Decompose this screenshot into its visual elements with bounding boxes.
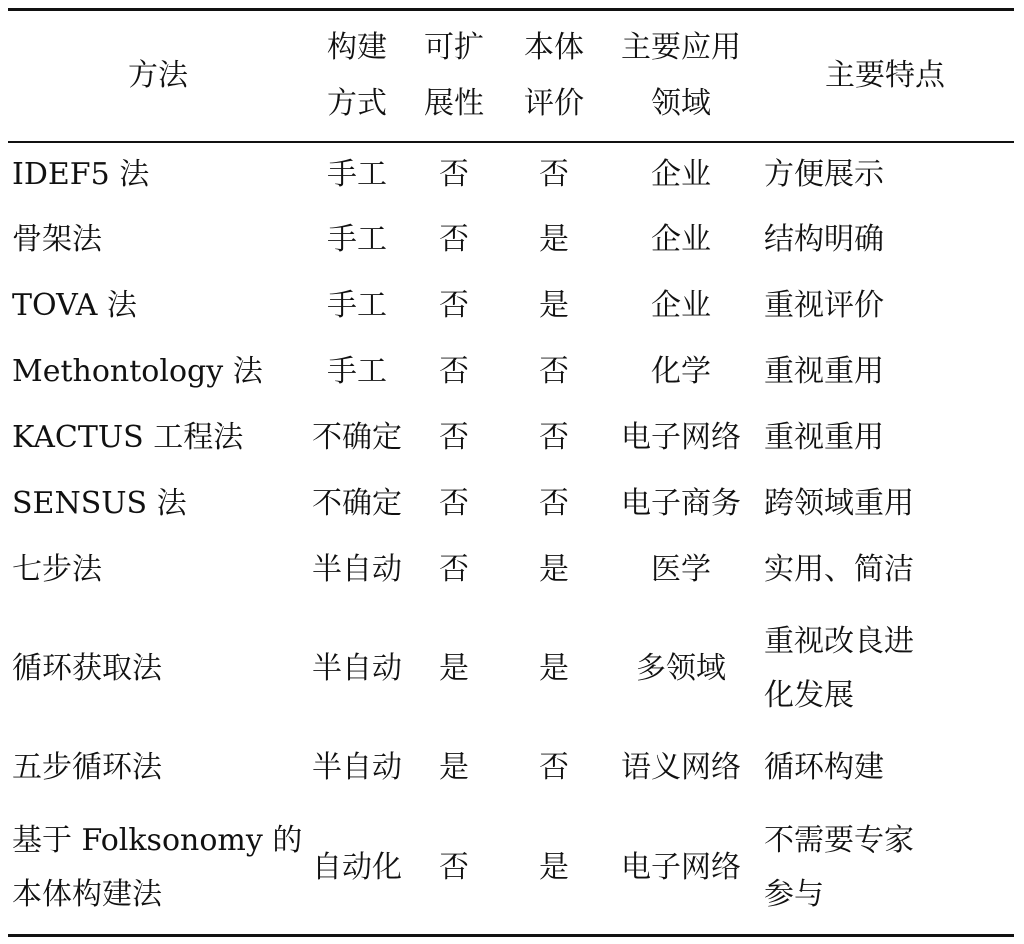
cell-main-features-line2: 化发展: [764, 678, 854, 713]
cell-method-line1: Methontology 法: [12, 354, 263, 389]
cell-method-line1: KACTUS 工程法: [12, 420, 244, 455]
cell-extensibility: 否: [439, 288, 469, 323]
cell-main-features: [756, 141, 1014, 207]
cell-extensibility: 是: [439, 750, 469, 785]
cell-ontology-eval: 是: [539, 849, 569, 885]
cell-ontology-eval: 否: [539, 750, 569, 785]
cell-ontology-eval: 是: [539, 222, 569, 257]
table-row: [8, 273, 1014, 339]
cell-ontology-eval: 否: [539, 354, 569, 389]
cell-extensibility: 否: [439, 552, 469, 587]
cell-method-line1: 基于 Folksonomy 的: [12, 822, 303, 858]
cell-extensibility: 否: [439, 486, 469, 521]
table-row: [8, 339, 1014, 405]
cell-method-line1: 七步法: [12, 552, 102, 587]
cell-extensibility: 否: [439, 420, 469, 455]
header-method: 方法: [128, 58, 188, 93]
cell-build-mode: 手工: [327, 354, 387, 389]
cell-main-domain: 语义网络: [621, 750, 741, 785]
cell-ontology-eval: 是: [539, 651, 569, 686]
cell-build-mode: 半自动: [312, 750, 402, 785]
cell-method: [8, 735, 308, 801]
cell-main-domain: 医学: [651, 552, 711, 587]
table-row: [8, 471, 1014, 537]
cell-method: [8, 207, 308, 273]
cell-method: [8, 801, 308, 934]
cell-method: [8, 603, 308, 735]
cell-main-features-line1: 重视重用: [764, 420, 884, 455]
cell-build-mode: 半自动: [312, 651, 402, 686]
cell-main-features: [756, 603, 1014, 735]
cell-build-mode: 自动化: [312, 849, 402, 885]
header-main-domain: [606, 11, 756, 141]
table-row: [8, 603, 1014, 735]
table-row: [8, 405, 1014, 471]
cell-main-features: [756, 801, 1014, 934]
cell-main-features-line1: 重视重用: [764, 354, 884, 389]
header-extensibility-line1: 可扩: [424, 30, 484, 65]
header-main-domain-line1: 主要应用: [621, 30, 741, 65]
cell-main-features-line1: 跨领域重用: [764, 486, 914, 521]
cell-ontology-eval: 否: [539, 157, 569, 192]
cell-main-domain: 企业: [651, 288, 711, 323]
table-row: [8, 141, 1014, 207]
cell-main-domain: 电子网络: [621, 420, 741, 455]
cell-build-mode: 半自动: [312, 552, 402, 587]
cell-extensibility: 否: [439, 222, 469, 257]
cell-main-features: [756, 405, 1014, 471]
header-build-mode-line2: 方式: [327, 86, 387, 121]
cell-main-features-line2: 参与: [764, 876, 824, 912]
cell-build-mode: 不确定: [312, 486, 402, 521]
cell-method-line1: 五步循环法: [12, 750, 162, 785]
cell-main-features: [756, 735, 1014, 801]
cell-method: [8, 141, 308, 207]
cell-main-features-line1: 重视改良进: [764, 624, 914, 659]
cell-main-features: [756, 207, 1014, 273]
header-build-mode: [308, 11, 406, 141]
cell-method: [8, 537, 308, 603]
cell-main-domain: 电子网络: [621, 849, 741, 885]
cell-build-mode: 手工: [327, 222, 387, 257]
table-row: [8, 801, 1014, 934]
cell-method-line1: SENSUS 法: [12, 486, 187, 521]
header-ontology-eval-line1: 本体: [524, 30, 584, 65]
cell-method: [8, 471, 308, 537]
header-ontology-eval: [502, 11, 606, 141]
cell-build-mode: 不确定: [312, 420, 402, 455]
ontology-methods-table: [8, 11, 1014, 934]
cell-method-line1: 循环获取法: [12, 651, 162, 686]
cell-ontology-eval: 否: [539, 420, 569, 455]
cell-main-features: [756, 471, 1014, 537]
header-main-features: 主要特点: [825, 58, 945, 93]
header-extensibility: [406, 11, 502, 141]
cell-ontology-eval: 是: [539, 552, 569, 587]
header-row: [8, 11, 1014, 141]
cell-method-line1: 骨架法: [12, 222, 102, 257]
cell-build-mode: 手工: [327, 157, 387, 192]
cell-ontology-eval: 是: [539, 288, 569, 323]
header-extensibility-line2: 展性: [424, 86, 484, 121]
cell-main-features: [756, 273, 1014, 339]
cell-method-line1: IDEF5 法: [12, 157, 150, 192]
cell-main-features-line1: 方便展示: [764, 157, 884, 192]
header-main-domain-line2: 领域: [651, 86, 711, 121]
cell-main-features: [756, 537, 1014, 603]
cell-method-line2: 本体构建法: [12, 876, 162, 912]
cell-main-features: [756, 339, 1014, 405]
cell-method: [8, 273, 308, 339]
cell-method: [8, 339, 308, 405]
cell-extensibility: 否: [439, 354, 469, 389]
bottom-rule: [8, 934, 1014, 937]
cell-extensibility: 是: [439, 651, 469, 686]
cell-extensibility: 否: [439, 157, 469, 192]
cell-main-features-line1: 不需要专家: [764, 822, 914, 858]
table-body: [8, 141, 1014, 934]
cell-main-domain: 化学: [651, 354, 711, 389]
cell-ontology-eval: 否: [539, 486, 569, 521]
cell-main-domain: 多领域: [636, 651, 726, 686]
cell-main-features-line1: 实用、简洁: [764, 552, 914, 587]
table-row: [8, 735, 1014, 801]
cell-main-domain: 企业: [651, 157, 711, 192]
cell-method-line1: TOVA 法: [12, 288, 137, 323]
cell-main-features-line1: 重视评价: [764, 288, 884, 323]
table-row: [8, 537, 1014, 603]
header-build-mode-line1: 构建: [327, 30, 387, 65]
cell-main-domain: 电子商务: [621, 486, 741, 521]
header-ontology-eval-line2: 评价: [524, 86, 584, 121]
cell-build-mode: 手工: [327, 288, 387, 323]
cell-method: [8, 405, 308, 471]
cell-main-domain: 企业: [651, 222, 711, 257]
cell-extensibility: 否: [439, 849, 469, 885]
cell-main-features-line1: 循环构建: [764, 750, 884, 785]
table-row: [8, 207, 1014, 273]
cell-main-features-line1: 结构明确: [764, 222, 884, 257]
